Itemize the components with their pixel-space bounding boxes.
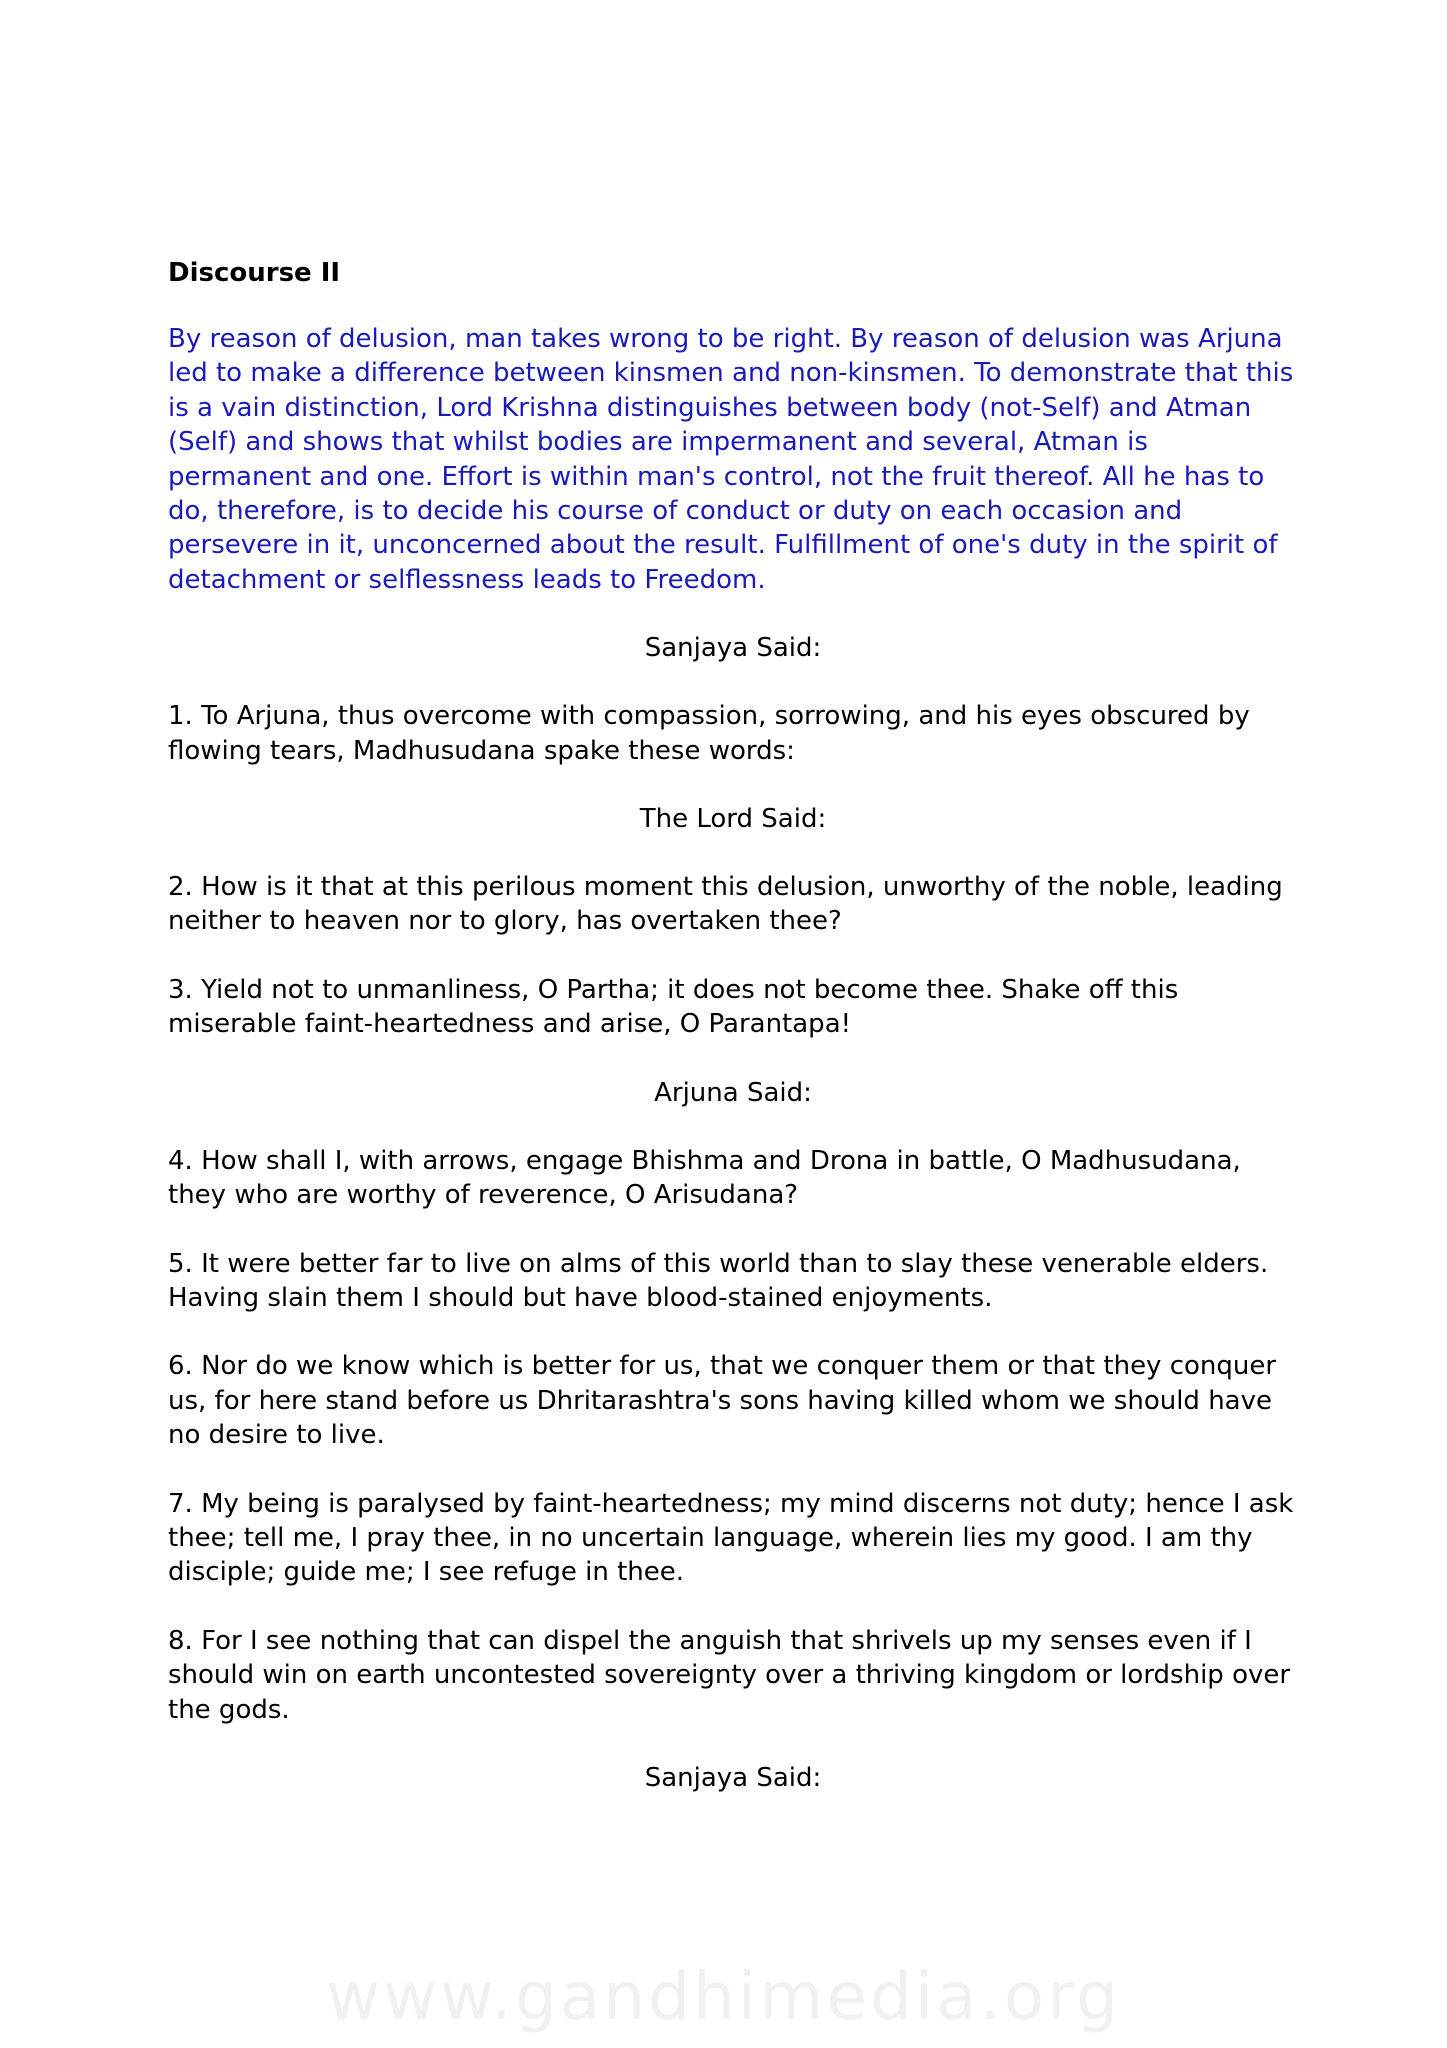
discourse-heading: Discourse II	[168, 258, 341, 288]
document-page	[168, 256, 1298, 1829]
speaker-sanjaya-1: Sanjaya Said:	[644, 633, 822, 664]
verse-2: 2. How is it that at this perilous moment this delusion, unworthy of the noble, leading neither to heaven nor to glory, has overtaken thee?	[168, 872, 1283, 937]
verse-5: 5. It were better far to live on alms of this world than to slay these venerable elders. Having slain them I should but have blood-stained enjoyments.	[168, 1248, 1269, 1313]
speaker-sanjaya-2: Sanjaya Said:	[644, 1762, 822, 1793]
verse-1: 1. To Arjuna, thus overcome with compassion, sorrowing, and his eyes obscured by flowing tears, Madhusudana spake these words:	[168, 701, 1250, 766]
verse-8: 8. For I see nothing that can dispel the anguish that shrivels up my senses even if I should win on earth uncontested sovereignty over a thriving kingdom or lordship over the gods.	[168, 1625, 1291, 1725]
verse-6: 6. Nor do we know which is better for us, that we conquer them or that they conquer us, for here stand before us Dhritarashtra's sons having killed whom we should have no desire to live.	[168, 1351, 1277, 1451]
speaker-lord: The Lord Said:	[639, 804, 827, 835]
site-watermark: www.gandhimedia.org	[326, 1958, 1121, 2035]
speaker-arjuna: Arjuna Said:	[654, 1077, 812, 1108]
verse-4: 4. How shall I, with arrows, engage Bhishma and Drona in battle, O Madhusudana, they who are worthy of reverence, O Arisudana?	[168, 1145, 1241, 1211]
discourse-summary: By reason of delusion, man takes wrong to be right. By reason of delusion was Arjuna led to make a difference between kinsmen and non-kinsmen. To demonstrate that this is a vain distinction, Lord Krishna distinguishes between body (not-Self) and Atman (Self) and shows that whilst bodies are impermanent and several, Atman is permanent and one. Effort is within man's control, not the fruit thereof. All he has to do, therefore, is to decide his course of conduct or duty on each occasion and persevere in it, unconcerned about the result. Fulfillment of one's duty in the spirit of detachment or selflessness leads to Freedom.	[168, 324, 1294, 595]
verse-7: 7. My being is paralysed by faint-heartedness; my mind discerns not duty; hence I ask thee; tell me, I pray thee, in no uncertain language, wherein lies my good. I am thy disciple; guide me; I see refuge in thee.	[168, 1488, 1294, 1588]
verse-3: 3. Yield not to unmanliness, O Partha; it does not become thee. Shake off this miserable faint-heartedness and arise, O Parantapa!	[168, 974, 1179, 1040]
